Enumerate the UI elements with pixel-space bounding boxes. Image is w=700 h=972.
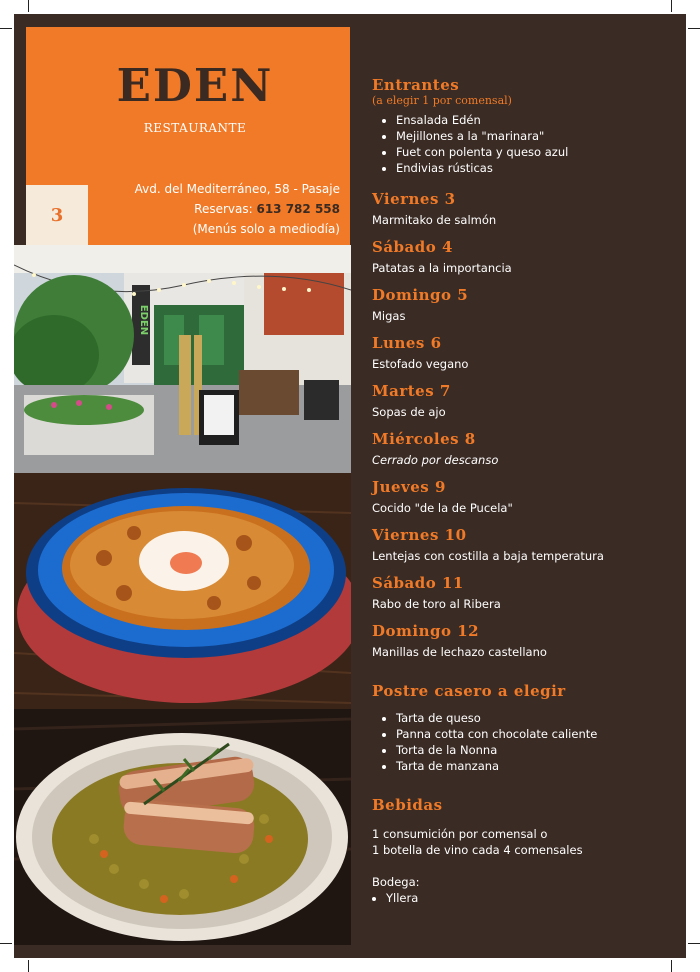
day-title: Martes 7 — [372, 382, 451, 400]
bebidas-line: 1 botella de vino cada 4 comensales — [372, 843, 583, 857]
crop-mark — [28, 0, 29, 12]
day-dish: Lentejas con costilla a baja temperatura — [372, 549, 604, 563]
reservations — [135, 199, 340, 219]
contact-info — [135, 179, 340, 239]
day-title: Sábado 4 — [372, 238, 453, 256]
list-item: • Torta de la Nonna — [396, 742, 672, 758]
spacer — [372, 858, 672, 874]
day-dish: Migas — [372, 309, 406, 323]
header-block — [26, 27, 350, 245]
day-dish: Rabo de toro al Ribera — [372, 597, 501, 611]
list-item: • Endivias rústicas — [396, 160, 672, 176]
day-dish: Manillas de lechazo castellano — [372, 645, 547, 659]
list-item: • Ensalada Edén — [396, 112, 672, 128]
list-item: • Tarta de manzana — [396, 758, 672, 774]
day-title: Lunes 6 — [372, 334, 442, 352]
day-dish: Sopas de ajo — [372, 405, 446, 419]
postre-list — [372, 710, 672, 774]
crop-mark — [688, 28, 700, 29]
crop-mark — [0, 943, 12, 944]
crop-mark — [671, 0, 672, 12]
day-dish: Estofado vegano — [372, 357, 469, 371]
day-title: Viernes 10 — [372, 526, 467, 544]
list-item: • Tarta de queso — [396, 710, 672, 726]
entrantes-list — [372, 112, 672, 176]
brand-subtitle: RESTAURANTE — [143, 121, 247, 135]
storefront-sign: EDEN — [138, 304, 149, 336]
day-title: Sábado 11 — [372, 574, 464, 592]
entrantes-title: Entrantes — [372, 76, 460, 94]
phone-number: 613 782 558 — [256, 202, 340, 216]
dish-egg-photo — [14, 473, 351, 709]
address: Avd. del Mediterráneo, 58 - Pasaje — [134, 182, 340, 196]
menu-page — [14, 14, 686, 958]
day-title: Miércoles 8 — [372, 430, 476, 448]
spacer — [372, 660, 672, 682]
bodega-list — [372, 890, 672, 906]
postre-title: Postre casero a elegir — [372, 682, 566, 700]
bodega-label: Bodega: — [372, 875, 420, 889]
crop-mark — [671, 960, 672, 972]
list-item: • Mejillones a la "marinara" — [396, 128, 672, 144]
day-title: Viernes 3 — [372, 190, 456, 208]
day-dish: Cocido "de la de Pucela" — [372, 501, 513, 515]
entrantes-subtitle: (a elegir 1 por comensal) — [372, 94, 512, 107]
reservations-label: Reservas: — [194, 202, 257, 216]
schedule-note: (Menús solo a mediodía) — [192, 222, 340, 236]
day-dish-closed: Cerrado por descanso — [372, 453, 499, 467]
list-item: • Yllera — [386, 890, 672, 906]
bebidas-title: Bebidas — [372, 796, 443, 814]
day-dish: Marmitako de salmón — [372, 213, 497, 227]
crop-mark — [0, 28, 12, 29]
spacer — [372, 774, 672, 796]
menu-content — [372, 76, 672, 906]
crop-mark — [688, 943, 700, 944]
day-title: Domingo 12 — [372, 622, 480, 640]
list-item: • Panna cotta con chocolate caliente — [396, 726, 672, 742]
page-badge: 3 — [26, 185, 88, 245]
list-item: • Fuet con polenta y queso azul — [396, 144, 672, 160]
dish-lentils-photo — [14, 709, 351, 945]
day-dish: Patatas a la importancia — [372, 261, 512, 275]
spacer — [372, 814, 672, 826]
brand-name: EDEN — [116, 59, 274, 112]
crop-mark — [28, 960, 29, 972]
storefront-photo — [14, 245, 351, 473]
bebidas-line: 1 consumición por comensal o — [372, 827, 548, 841]
day-title: Jueves 9 — [372, 478, 446, 496]
day-title: Domingo 5 — [372, 286, 469, 304]
